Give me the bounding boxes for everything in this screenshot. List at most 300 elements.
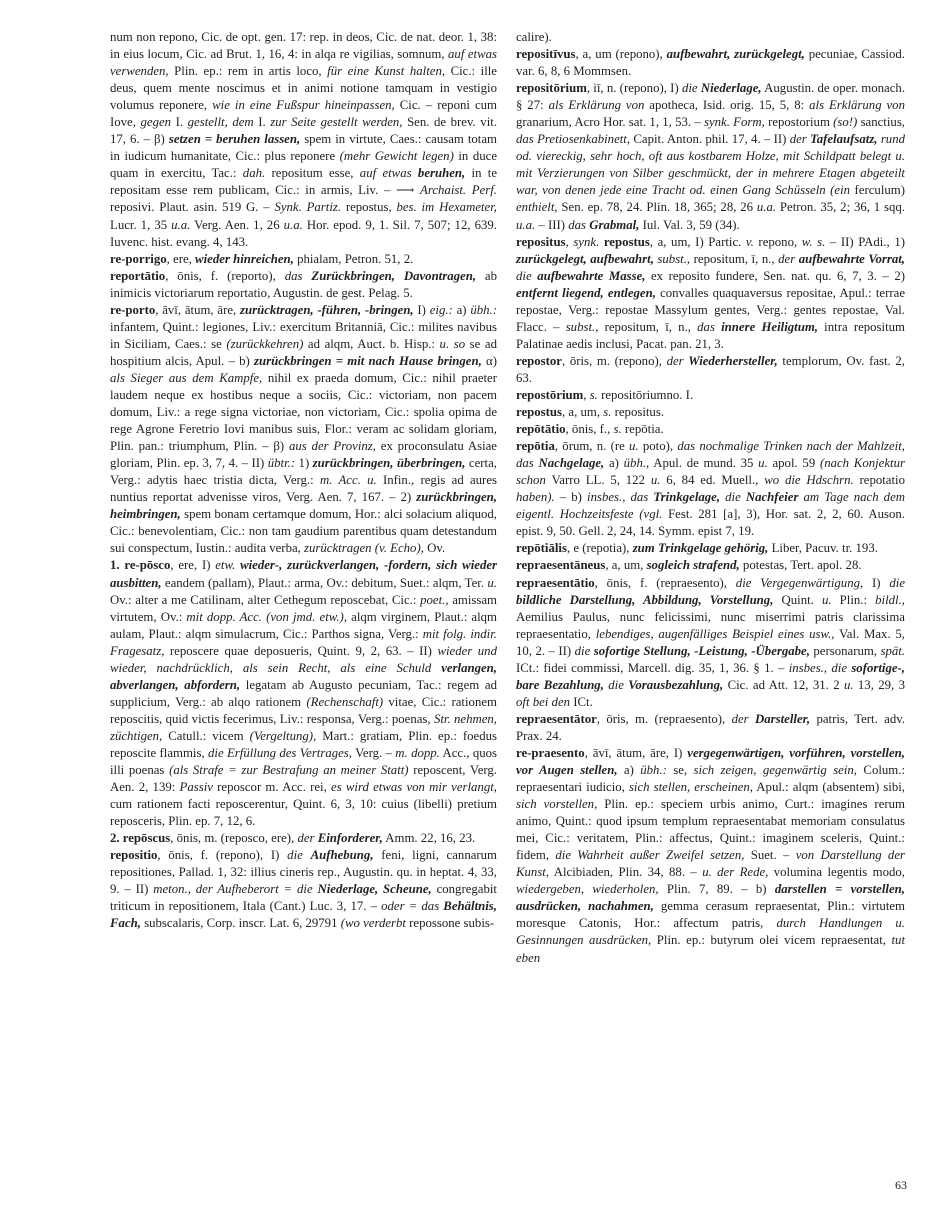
entry-text: templorum, Ov. fast. 2, 63. — [516, 353, 905, 385]
entry-gloss: (zurückkehren) — [226, 336, 304, 351]
entry-meaning-text: Behältnis, Fach, — [110, 899, 497, 931]
left-column — [110, 29, 497, 932]
entry-text: Augustin. de oper. monach. § 27: — [516, 81, 906, 113]
entry-text: I. — [171, 115, 188, 130]
dictionary-entry — [110, 251, 497, 268]
entry-meaning-text: Tafelaufsatz, — [810, 132, 878, 147]
entry-text: pecuniae, Cassiod. var. 6, 8, 6 Mommsen. — [516, 47, 905, 79]
entry-text: apol. 59 — [767, 456, 820, 471]
entry-meaning-text: sogleich strafend, — [646, 558, 740, 573]
entry-gloss: Str. nehmen, züchtigen, — [110, 711, 497, 743]
entry-text: , iī, n. (repono), I) — [586, 81, 682, 96]
entry-gloss: mit folg. indir. Fragesatz, — [110, 626, 497, 658]
entry-gloss: (nach Konjektur schon — [516, 456, 905, 488]
entry-text: Apul.: alqm (absentem) sibi, — [752, 780, 905, 795]
entry-meaning — [721, 320, 818, 334]
dictionary-entry — [516, 575, 905, 711]
entry-text: reposcere quae deposueris, Quint. 9, 2, 63. – II) — [164, 643, 438, 658]
entry-headword: repōtia — [516, 439, 555, 454]
dictionary-entry — [516, 404, 905, 421]
page-number: 63 — [895, 1178, 907, 1192]
entry-text: Lucr. 1, 35 — [110, 217, 172, 232]
entry-gloss: das — [697, 319, 715, 334]
entry-meaning — [311, 269, 476, 283]
entry-meaning-text: darstellen = vorstellen, ausdrücken, nachahmen, — [516, 882, 905, 914]
entry-meaning — [647, 558, 740, 572]
dictionary-entry — [516, 745, 905, 967]
entry-gloss: u. — [843, 677, 854, 692]
entry-text: in te repositam esse rem publicam, Cic.: in armis, Liv. – ⟶ — [110, 166, 498, 198]
entry-gloss: u. so — [439, 336, 466, 351]
entry-meaning — [628, 678, 723, 692]
entry-text: apotheca, Isid. orig. 15, 5, 8: — [644, 98, 810, 113]
entry-text: Liber, Pacuv. tr. 193. — [768, 541, 878, 556]
entry-text: reposcent, Verg. Aen. 2, 139: — [110, 763, 498, 795]
entry-gloss: mit dopp. Acc. (von jmd. etw.), — [186, 609, 348, 624]
entry-gloss: s. — [603, 405, 612, 420]
entry-meaning-text: zurückbringen, überbringen, — [312, 456, 466, 471]
entry-meaning-text: bildliche Darstellung, Abbildung, Vorstellung, — [516, 592, 774, 607]
entry-gloss: die Erfüllung des Vertrages, — [208, 745, 352, 760]
entry-gloss: v. — [745, 234, 754, 249]
entry-meaning-text: Niederlage, — [700, 81, 762, 96]
entry-meaning-text: aufbewahrte Masse, — [537, 268, 646, 283]
entry-text: I) — [863, 575, 890, 590]
entry-gloss: rund od. viereckig, sehr hoch, oft aus kostbarem Holze, mit Schildpatt belegt u. mit Verzierungen von Silber geschmückt, der in mehrere Etagen abgeteilt war, von denen jede eine Tracht od. einen Gang Schüsseln (ein — [516, 132, 905, 198]
entry-gloss: wiedergeben, wiederholen, — [516, 882, 659, 897]
entry-text: phialam, Petron. 51, 2. — [293, 251, 414, 266]
entry-text: Ov. — [423, 541, 446, 556]
entry-text: α) — [481, 353, 497, 368]
entry-gloss: u. — [758, 456, 768, 471]
entry-text: patris, Tert. adv. Prax. 24. — [516, 711, 905, 743]
entry-text: , āvī, ātum, āre, — [155, 302, 241, 317]
entry-gloss: meton., der Aufheberort = die — [153, 882, 313, 897]
entry-gloss: der — [666, 353, 684, 368]
entry-headword: repōtiālis — [516, 541, 567, 556]
entry-gloss: subst., — [565, 319, 599, 334]
entry-gloss: u. — [629, 439, 639, 454]
entry-meaning-text: Wiederhersteller, — [688, 353, 778, 368]
entry-text: Quint. — [773, 592, 822, 607]
entry-gloss: u.a. — [171, 217, 191, 232]
entry-text: Infin., regis ad aures nuntius reportat advenisse viros, Verg. Aen. 7, 167. – 2) — [110, 473, 497, 505]
entry-gloss: der — [778, 251, 796, 266]
entry-meaning-text: Nachfeier — [745, 490, 799, 505]
entry-gloss: übh.: — [640, 763, 667, 778]
entry-gloss: m. Acc. u. — [319, 473, 377, 488]
entry-gloss: als Erklärung von — [548, 98, 645, 113]
entry-gloss: (wo verderbt — [340, 916, 406, 931]
entry-gloss: u.a. — [516, 217, 536, 232]
entry-text: repositōriumno. I. — [597, 387, 694, 402]
entry-meaning — [240, 303, 414, 317]
entry-text: Sen. ep. 78, 24. Plin. 18, 365; 28, 26 — [557, 200, 757, 215]
entry-meaning — [594, 644, 810, 658]
entry-text: I) — [413, 302, 430, 317]
entry-meaning-text: sofortige-, bare Bezahlung, — [516, 660, 905, 692]
entry-meaning — [667, 47, 805, 61]
entry-gloss: oder = das — [381, 899, 440, 914]
entry-text: , e (repotia), — [566, 541, 633, 556]
entry-text: granarium, Acro Hor. sat. 1, 1, 53. – — [516, 115, 704, 130]
entry-gloss: lebendiges, augenfälliges Beispiel eines usw., — [595, 626, 835, 641]
entry-meaning-text: Aufhebung, — [310, 848, 374, 863]
entry-gloss: die — [574, 643, 591, 658]
entry-text: I. — [253, 115, 271, 130]
entry-meaning — [313, 456, 466, 470]
entry-meaning — [537, 269, 645, 283]
entry-gloss: bes. im Hexameter, — [396, 200, 497, 215]
entry-text: , ōnis, f. (repono), I) — [157, 848, 288, 863]
entry-meaning-text: Zurückbringen, Davontragen, — [311, 268, 477, 283]
entry-text: Val. Max. 5, 10, 2. – II) — [516, 626, 905, 658]
entry-gloss: die — [889, 575, 905, 590]
dictionary-entry — [110, 847, 497, 932]
entry-gloss: am Tage nach dem eigentl. Hochzeitsfeste (vgl. — [516, 490, 905, 522]
entry-gloss: etw. — [215, 558, 236, 573]
entry-text: Apul. de mund. 35 — [649, 456, 759, 471]
entry-text: , ōris, m. (repono), — [561, 353, 667, 368]
entry-gloss: das Pretiosenkabinett, — [516, 132, 631, 147]
entry-meaning — [254, 354, 482, 368]
entry-text: , a, um, I) Partic. — [649, 234, 746, 249]
entry-gloss: die — [681, 81, 698, 96]
entry-gloss: u. der Rede, — [702, 865, 769, 880]
entry-headword: repostor — [516, 353, 562, 368]
entry-text: spem in virtute, Caes.: causam totam in iudicum humanitate, Cic.: plus reponere — [110, 132, 498, 164]
entry-gloss: als Sieger aus dem Kampfe, — [110, 370, 263, 385]
entry-gloss: übtr.: — [267, 456, 296, 471]
entry-meaning-text: setzen = beruhen lassen, — [168, 132, 301, 147]
entry-text: Plin. ep.: butyrum olei vicem repraesentat, — [651, 933, 892, 948]
entry-meaning — [701, 81, 762, 95]
entry-text: , ere, I) — [170, 558, 216, 573]
entry-text: a) — [617, 763, 641, 778]
entry-text: repostus, — [341, 200, 397, 215]
entry-gloss: der — [789, 132, 807, 147]
entry-text: Varro LL. 5, 122 — [545, 473, 651, 488]
dictionary-entry — [516, 421, 905, 438]
entry-text: gemma cerasum repraesentat, Plin.: virtutem moresque Catonis, Hor.: affectum patris, — [516, 899, 906, 931]
entry-meaning-text: entfernt liegend, entlegen, — [516, 285, 656, 300]
entry-text: certa, Verg.: adytis haec tristia dicta, Verg.: — [110, 456, 497, 488]
dictionary-entry — [516, 387, 905, 404]
entry-text: – b) — [554, 490, 588, 505]
entry-text: volumina legentis modo, — [768, 865, 905, 880]
entry-text — [431, 661, 441, 675]
entry-gloss: die — [516, 268, 532, 283]
entry-headword: repositus — [516, 234, 566, 249]
entry-text: Plin. ep.: rem in artis loco, — [168, 64, 328, 79]
entry-meaning-text: Nachgelage, — [538, 456, 605, 471]
entry-text: ad alqm, Auct. b. Hisp.: — [303, 336, 440, 351]
entry-gloss: das — [568, 217, 587, 232]
entry-text: 6, 84 ed. Muell., — [660, 473, 765, 488]
entry-text: intra repositum Palatinae aedis inclusi, Pacat. pan. 21, 3. — [516, 319, 906, 351]
entry-headword: 1. re-pōsco — [110, 558, 171, 573]
entry-text — [303, 848, 311, 862]
entry-meaning-text: zurückgelegt, aufbewahrt, — [516, 251, 654, 266]
entry-gloss: auf etwas verwenden, — [110, 47, 497, 79]
entry-gloss: s. — [613, 422, 622, 437]
entry-text: Aemilius Paulus, nunc felicissimi, nunc miserrimi patris clarissima repraesentatio, — [516, 609, 905, 641]
dictionary-entry — [110, 268, 497, 302]
entry-text: cum rationem facti reposcerentur, Quint. 6, 3, 10: cuius (libelli) pretium reposceris, Plin. ep. 7, 12, 6. — [110, 797, 497, 829]
entry-gloss: übh., — [623, 456, 650, 471]
entry-text: num non repono, Cic. de opt. gen. 17: rep. in deos, Cic. de nat. deor. 1, 38: in eius locum, Cic. ad Brut. 1, 16, 4: in alqa re vigilias, somnum, — [110, 30, 497, 62]
entry-headword: repostus — [603, 234, 650, 249]
entry-text: se ad hospitium alcis, Apul. – b) — [110, 336, 497, 368]
entry-gloss: zur Seite gestellt werden, — [270, 115, 403, 130]
dictionary-entry — [516, 234, 905, 353]
entry-meaning — [810, 132, 877, 146]
entry-headword: repostus — [516, 405, 562, 420]
entry-gloss: wo die Hdschrn. — [764, 473, 854, 488]
entry-text: a) — [452, 302, 471, 317]
entry-text: repōtia. — [621, 422, 664, 437]
entry-text: , — [583, 387, 590, 402]
entry-text: nihil ex praeda domum, Cic.: nihil praeter laudem neque ex hostibus neque a sociis, Cic.: victoriam, non pacem domum, Liv.: a rege signa victoriae, non victoriam, Cic.: spolia opima de rege Agrone Feretrio Iovi manibus suis, Flor.: veram ac solidam gloriam, Plin. pan.: triumphum, Plin. – β) — [110, 370, 498, 454]
entry-text: Ov.: alter a me Catilinam, alter Cethegum reposcebat, Cic.: — [110, 592, 421, 607]
entry-gloss: übh.: — [470, 302, 498, 317]
entry-meaning-text: beruhen, — [417, 166, 466, 181]
entry-text: Cic. ad Att. 12, 31. 2 — [723, 677, 844, 692]
entry-text: Mart.: gratiam, Plin. ep.: foedus reposcite flammis, — [110, 728, 497, 760]
entry-text: reposivi. Plaut. asin. 519 G. – — [110, 200, 275, 215]
entry-meaning-text: zurückbringen, heimbringen, — [110, 490, 497, 522]
entry-meaning — [539, 456, 605, 470]
entry-gloss: wieder und wieder, nachdrücklich, als sein Recht, als eine Schuld — [110, 643, 497, 675]
entry-gloss: synk. Form, — [704, 115, 765, 130]
entry-gloss: die Vergegenwärtigung, — [735, 575, 864, 590]
entry-headword: repositio — [110, 848, 158, 863]
entry-gloss: u. — [487, 575, 497, 590]
entry-meaning-text: Darsteller, — [755, 711, 811, 726]
entry-gloss: Passiv — [179, 780, 213, 795]
right-column — [516, 29, 905, 967]
entry-gloss: die — [725, 490, 741, 505]
entry-text: , ōrum, n. (re — [554, 439, 630, 454]
entry-meaning-text: Vorausbezahlung, — [628, 677, 724, 692]
entry-gloss: sich stellen, erscheinen, — [628, 780, 753, 795]
entry-text: , a, um, — [561, 405, 604, 420]
entry-text: , ere, — [166, 251, 196, 266]
entry-text: Alcibiaden, Plin. 34, 88. – — [549, 865, 703, 880]
dictionary-entry — [516, 353, 905, 387]
entry-meaning-text: sofortige Stellung, -Leistung, -Übergabe, — [593, 643, 810, 658]
entry-meaning-text: wieder-, zurückverlangen, -fordern, sich wieder ausbitten, — [110, 558, 498, 590]
dictionary-entry — [110, 302, 497, 558]
dictionary-entry — [110, 830, 497, 847]
entry-text: , ōnis, f., — [565, 422, 614, 437]
entry-text: reposcor m. Acc. rei, — [212, 780, 332, 795]
entry-meaning — [746, 490, 799, 504]
entry-gloss: die Wahrheit außer Zweifel setzen, — [555, 848, 745, 863]
entry-meaning-text: aufbewahrte Vorrat, — [798, 251, 905, 266]
entry-gloss: gestellt, dem — [187, 115, 254, 130]
entry-gloss: Synk. Partiz. — [274, 200, 342, 215]
entry-meaning-text: Trinkgelage, — [653, 490, 721, 505]
entry-meaning — [516, 593, 773, 607]
entry-gloss: gegen — [140, 115, 172, 130]
entry-text: Capit. Anton. phil. 17, 4. – II) — [630, 132, 790, 147]
entry-text: Plin. ep.: speciem urbis animo, Curt.: imagines rerum animo, Quint.: quod ipsum templum repraesentabat memoriam consulatus mei, Cic.: veritatem, Plin.: affectus, Quint.: imaginem sceleris, Quint.: fidem, — [516, 797, 905, 863]
entry-gloss: synk. — [573, 234, 600, 249]
entry-text: repono, — [753, 234, 802, 249]
entry-gloss: für eine Kunst halten, — [327, 64, 446, 79]
entry-gloss: u. — [650, 473, 661, 488]
entry-gloss: (Vergeltung), — [249, 728, 317, 743]
entry-meaning — [317, 882, 431, 896]
entry-gloss: dah. — [242, 166, 266, 181]
entry-gloss: (als Strafe = zur Bestrafung an meiner Statt) — [169, 763, 409, 778]
entry-meaning-text: aufbewahrt, zurückgelegt, — [666, 47, 805, 62]
entry-gloss: durch Handlungen u. Gesinnungen ausdrücken, — [516, 916, 905, 948]
entry-text: Fest. 281 [a], 3), Hor. sat. 2, 2, 60. Auson. epist. 9, 50. Gell. 2, 24, 14. Symm. epist 7, 19. — [516, 507, 906, 539]
entry-text: personarum, — [809, 643, 881, 658]
entry-text: amissam virtutem, Ov.: — [110, 592, 498, 624]
entry-headword: repraesentāneus — [516, 558, 606, 573]
dictionary-entry — [110, 29, 497, 251]
entry-text: Petron. 35, 2; 36, 1 sqq. — [776, 200, 905, 215]
entry-text: convalles quaquaversus repositae, Apul.: terrae repostae, Verg.: repostae Massylum gentes, Verg.: gentes repostae, Val. Flacc. – — [516, 285, 905, 334]
entry-text: Verg. – — [352, 745, 396, 760]
entry-text: – III) — [535, 217, 569, 232]
entry-text: Hor. epod. 9, 1. Sil. 7, 507; 12, 639. Iuvenc. hist. evang. 4, 143. — [110, 217, 497, 249]
entry-headword: repraesentātio — [516, 575, 595, 590]
entry-text: poto), — [638, 439, 678, 454]
entry-gloss: der — [731, 711, 749, 726]
entry-gloss: von Darstellung der Kunst, — [516, 848, 905, 880]
entry-text: in duce quam in exercitu, Tac.: — [110, 149, 497, 181]
dictionary-entry — [516, 29, 905, 46]
entry-gloss: w. s. — [801, 234, 826, 249]
entry-gloss: der — [297, 831, 315, 846]
entry-gloss: haben). — [516, 490, 555, 505]
entry-gloss: das nochmalige Trinken nach der Mahlzeit, das — [516, 439, 905, 471]
entry-headword: 2. repōscus — [110, 831, 171, 846]
entry-headword: repōtātio — [516, 422, 566, 437]
entry-text: sanctius, — [857, 115, 905, 130]
entry-text: 13, 29, 3 — [853, 677, 905, 692]
entry-text: Catull.: vicem — [162, 728, 250, 743]
entry-gloss: u.a. — [283, 217, 303, 232]
entry-gloss: poet., — [420, 592, 449, 607]
entry-gloss: u.a. — [756, 200, 777, 215]
entry-text: repositum, ī, n., — [598, 319, 698, 334]
entry-meaning — [633, 541, 769, 555]
entry-gloss: wie in eine Fußspur hineinpassen, — [212, 98, 395, 113]
entry-meaning — [195, 252, 294, 266]
dictionary-entry — [516, 438, 905, 540]
entry-text: Suet. – — [744, 848, 796, 863]
entry-text: infantem, Quint.: legiones, Liv.: exercitum Britanniā, Cic.: milites navibus in Siciliam, Caes.: se — [110, 319, 497, 351]
entry-gloss: die — [287, 848, 303, 863]
entry-text: feni, ligni, cannarum repositiones, Pallad. 1, 32: illius cineris rep., Augustin. qu. in heptat. 4, 33, 9. – II) — [110, 848, 498, 897]
entry-text: a) — [604, 456, 624, 471]
entry-text: ab inimicis victoriarum reportatio, Augustin. de gest. Pelag. 5. — [110, 268, 497, 300]
entry-text: spem bonam certamque domum, Hor.: alci solacium aliquod, Cic.: benevolentiam, Cic.: non tam gaudium parentibus quam detestandum sui conspectum, Iustin.: audita verba, — [110, 507, 497, 556]
entry-text: , a, um, — [605, 558, 647, 573]
entry-meaning-text: zurücktragen, -führen, -bringen, — [240, 302, 414, 317]
entry-text: Cic. – reponi cum Iove, — [110, 98, 497, 130]
entry-meaning — [755, 712, 810, 726]
entry-meaning-text: innere Heiligtum, — [721, 319, 818, 334]
entry-headword: re-porto — [110, 302, 156, 317]
entry-text: calire). — [516, 30, 552, 44]
entry-headword: repositīvus — [516, 47, 576, 62]
entry-text: congregabit triticum in repositionem, Itala (Cant.) Luc. 3, 17. – — [110, 882, 497, 914]
entry-text: Verg. Aen. 1, 26 — [190, 217, 284, 232]
entry-meaning-text: vergegenwärtigen, vorführen, vorstellen, vor Augen stellen, — [516, 745, 905, 778]
entry-text: ICt.: fidei commissi, Marcell. dig. 35, 1, 36. § 1. – — [516, 660, 789, 675]
dictionary-entry — [516, 557, 905, 574]
entry-gloss: (Rechenschaft) — [306, 694, 384, 709]
entry-text: se, — [666, 763, 694, 778]
entry-text: Sen. de brev. vit. 17, 6. – β) — [110, 115, 498, 147]
entry-text: , — [565, 234, 574, 249]
entry-meaning-text: Niederlage, Scheune, — [317, 882, 432, 897]
entry-gloss: oft bei den — [516, 694, 571, 709]
entry-text: Amm. 22, 16, 23. — [382, 831, 476, 846]
entry-text: – II) PAdi., 1) — [825, 234, 905, 249]
entry-text: repostorium — [764, 115, 834, 130]
entry-text: Iul. Val. 3, 59 (34). — [639, 217, 740, 232]
dictionary-entry — [516, 80, 905, 233]
entry-gloss: das — [284, 268, 312, 283]
entry-meaning — [318, 831, 383, 845]
entry-gloss: (so!) — [833, 115, 858, 130]
entry-text: ex proconsulatu Asiae gloriam, Plin. ep. 3, 7, 4. – II) — [110, 439, 497, 471]
entry-text: Colum.: repraesentari iudicio, — [516, 763, 905, 795]
entry-headword: repraesentātor — [516, 711, 597, 726]
entry-text: vitae, Cic.: rationem reposcitis, quid victis fecerimus, Liv.: responsa, Verg.: poenas, — [110, 694, 497, 726]
entry-text: , ōnis, m. (reposco, ere), — [170, 831, 298, 846]
entry-gloss: Archaist. Perf. — [420, 183, 497, 198]
entry-gloss: zurücktragen (v. Echo), — [304, 541, 424, 556]
entry-gloss: spät. — [880, 643, 906, 658]
entry-headword: reportātio — [110, 268, 166, 283]
entry-meaning-text: zum Trinkgelage gehörig, — [632, 541, 769, 556]
entry-meaning — [589, 218, 639, 232]
entry-text: legatam ab Augusto pecuniam, Tac.: regem ad supplicium, Verg.: ab alqo rationem — [110, 677, 497, 709]
entry-text: , a, um (repono), — [575, 47, 667, 62]
entry-text: repossone subis- — [405, 916, 495, 931]
entry-headword: re-porrigo — [110, 251, 167, 266]
entry-text: subscalaris, Corp. inscr. Lat. 6, 29791 — [140, 916, 341, 931]
entry-gloss: sich zeigen, gegenwärtig sein, — [693, 763, 858, 778]
entry-gloss: s. — [589, 387, 598, 402]
entry-gloss: auf etwas — [359, 166, 412, 181]
entry-text: , āvī, ātum, āre, I) — [584, 745, 688, 760]
entry-text: repositus. — [611, 405, 665, 420]
entry-headword: re-praesento — [516, 745, 585, 760]
entry-gloss: als Erklärung von — [809, 98, 905, 113]
entry-text: 1) — [295, 456, 313, 471]
entry-gloss: aus der Provinz, — [288, 439, 376, 454]
entry-meaning — [688, 354, 777, 368]
entry-text: ICt. — [570, 694, 593, 709]
entry-text: repotatio — [853, 473, 905, 488]
dictionary-entry — [110, 557, 497, 830]
entry-gloss: enthielt, — [516, 200, 558, 215]
dictionary-entry — [516, 711, 905, 745]
entry-text: ferculum) — [850, 183, 905, 198]
entry-gloss: eig.: — [429, 302, 453, 317]
entry-text: alqm virginem, Plaut.: alqm aulam, Plaut.: alqm simulacrum, Cic.: Parthos signa, Verg.: — [110, 609, 497, 641]
entry-gloss: subst., — [657, 251, 691, 266]
